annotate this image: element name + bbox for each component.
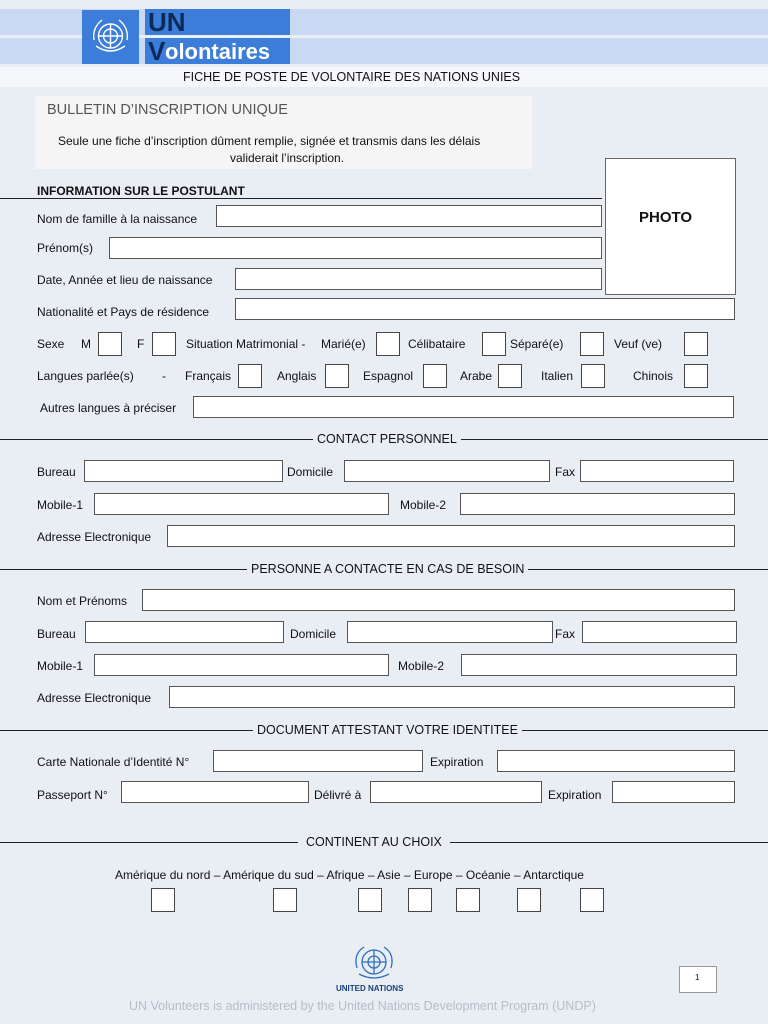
pc-mobile2-label: Mobile-2 <box>400 498 447 512</box>
id-expiration-label: Expiration <box>430 755 484 769</box>
united-nations-text: UNITED NATIONS <box>336 984 404 993</box>
un-emblem-logo <box>82 10 139 64</box>
pc-email-label: Adresse Electronique <box>37 530 152 544</box>
passport-field[interactable] <box>121 781 309 803</box>
single-checkbox[interactable] <box>482 332 506 356</box>
continent-heading: CONTINENT AU CHOIX <box>298 835 450 849</box>
notice-line-1: Seule une fiche d’inscription dûment remplie, signée et transmis dans les délais <box>58 134 481 148</box>
sex-f-label: F <box>137 337 145 351</box>
birth-label: Date, Année et lieu de naissance <box>37 273 213 287</box>
ec-email-label: Adresse Electronique <box>37 691 152 705</box>
married-label: Marié(e) <box>321 337 366 351</box>
id-card-label: Carte Nationale d’Identité N° <box>37 755 190 769</box>
issued-at-field[interactable] <box>370 781 542 803</box>
ec-mobile2-label: Mobile-2 <box>398 659 445 673</box>
ec-name-label: Nom et Prénoms <box>37 594 128 608</box>
nationality-field[interactable] <box>235 298 735 320</box>
sex-m-checkbox[interactable] <box>98 332 122 356</box>
notice-title: BULLETIN D’INSCRIPTION UNIQUE <box>47 102 288 118</box>
first-name-field[interactable] <box>109 237 602 259</box>
pc-home-field[interactable] <box>344 460 550 482</box>
ec-email-field[interactable] <box>169 686 735 708</box>
pc-office-label: Bureau <box>37 465 76 479</box>
pc-mobile1-field[interactable] <box>94 493 389 515</box>
pc-email-field[interactable] <box>167 525 735 547</box>
married-checkbox[interactable] <box>376 332 400 356</box>
spanish-checkbox[interactable] <box>423 364 447 388</box>
continent-list: Amérique du nord – Amérique du sud – Afrique – Asie – Europe – Océanie – Antarctique <box>115 868 584 882</box>
french-label: Français <box>185 369 232 383</box>
ec-fax-label: Fax <box>555 627 576 641</box>
sex-f-checkbox[interactable] <box>152 332 176 356</box>
applicant-heading-rule <box>0 198 602 199</box>
arabic-label: Arabe <box>460 369 493 383</box>
widowed-label: Veuf (ve) <box>614 337 663 351</box>
passport-expiration-field[interactable] <box>612 781 735 803</box>
form-title: FICHE DE POSTE DE VOLONTAIRE DES NATIONS UNIES <box>183 70 521 84</box>
english-checkbox[interactable] <box>325 364 349 388</box>
brand-volontaires-text: olontaires <box>165 39 271 64</box>
languages-label: Langues parlée(s) <box>37 369 134 383</box>
other-languages-label: Autres langues à préciser <box>40 401 177 415</box>
ec-home-field[interactable] <box>347 621 553 643</box>
ec-name-field[interactable] <box>142 589 735 611</box>
notice-box <box>35 96 532 169</box>
separated-checkbox[interactable] <box>580 332 604 356</box>
pc-home-label: Domicile <box>287 465 334 479</box>
separated-label: Séparé(e) <box>510 337 564 351</box>
ec-mobile1-field[interactable] <box>94 654 389 676</box>
brand-line-volontaires <box>145 38 290 64</box>
notice-line-2: validerait l’inscription. <box>230 151 345 165</box>
antarctica-checkbox[interactable] <box>580 888 604 912</box>
africa-checkbox[interactable] <box>358 888 382 912</box>
marital-label: Situation Matrimonial - <box>186 337 306 351</box>
italian-label: Italien <box>541 369 574 383</box>
passport-expiration-label: Expiration <box>548 788 602 802</box>
europe-checkbox[interactable] <box>456 888 480 912</box>
languages-dash: - <box>162 369 166 383</box>
pc-mobile2-field[interactable] <box>460 493 735 515</box>
oceania-checkbox[interactable] <box>517 888 541 912</box>
north-america-checkbox[interactable] <box>151 888 175 912</box>
passport-label: Passeport N° <box>37 788 108 802</box>
page-number-box <box>679 966 717 993</box>
other-languages-field[interactable] <box>193 396 734 418</box>
pc-fax-label: Fax <box>555 465 576 479</box>
page-number: 1 <box>695 973 700 982</box>
united-nations-logo <box>345 944 403 984</box>
emergency-contact-heading: PERSONNE A CONTACTE EN CAS DE BESOIN <box>247 562 528 576</box>
nationality-label: Nationalité et Pays de résidence <box>37 305 210 319</box>
arabic-checkbox[interactable] <box>498 364 522 388</box>
id-expiration-field[interactable] <box>497 750 735 772</box>
chinese-checkbox[interactable] <box>684 364 708 388</box>
chinese-label: Chinois <box>633 369 674 383</box>
applicant-heading: INFORMATION SUR LE POSTULANT <box>37 184 245 198</box>
asia-checkbox[interactable] <box>408 888 432 912</box>
identity-heading: DOCUMENT ATTESTANT VOTRE IDENTITEE <box>253 723 522 737</box>
ec-fax-field[interactable] <box>582 621 737 643</box>
brand-wordmark <box>145 9 290 64</box>
admin-text: UN Volunteers is administered by the United Nations Development Program (UNDP) <box>129 999 596 1013</box>
ec-mobile1-label: Mobile-1 <box>37 659 84 673</box>
italian-checkbox[interactable] <box>581 364 605 388</box>
ec-office-label: Bureau <box>37 627 76 641</box>
ec-office-field[interactable] <box>85 621 284 643</box>
brand-v-initial: V <box>148 36 166 66</box>
first-name-label: Prénom(s) <box>37 241 94 255</box>
brand-line-un <box>145 9 290 35</box>
english-label: Anglais <box>277 369 317 383</box>
ec-mobile2-field[interactable] <box>461 654 737 676</box>
id-card-field[interactable] <box>213 750 423 772</box>
pc-office-field[interactable] <box>84 460 283 482</box>
pc-mobile1-label: Mobile-1 <box>37 498 84 512</box>
family-name-label: Nom de famille à la naissance <box>37 212 198 226</box>
photo-box[interactable] <box>605 158 736 295</box>
sex-label: Sexe <box>37 337 65 351</box>
widowed-checkbox[interactable] <box>684 332 708 356</box>
brand-un-text: UN <box>148 7 186 37</box>
ec-home-label: Domicile <box>290 627 337 641</box>
issued-at-label: Délivré à <box>314 788 362 802</box>
birth-field[interactable] <box>235 268 602 290</box>
personal-contact-heading: CONTACT PERSONNEL <box>313 432 461 446</box>
sex-m-label: M <box>81 337 91 351</box>
spanish-label: Espagnol <box>363 369 414 383</box>
un-globe-icon <box>345 944 403 984</box>
south-america-checkbox[interactable] <box>273 888 297 912</box>
family-name-field[interactable] <box>216 205 602 227</box>
french-checkbox[interactable] <box>238 364 262 388</box>
pc-fax-field[interactable] <box>580 460 734 482</box>
photo-label: PHOTO <box>639 209 693 226</box>
single-label: Célibataire <box>408 337 466 351</box>
